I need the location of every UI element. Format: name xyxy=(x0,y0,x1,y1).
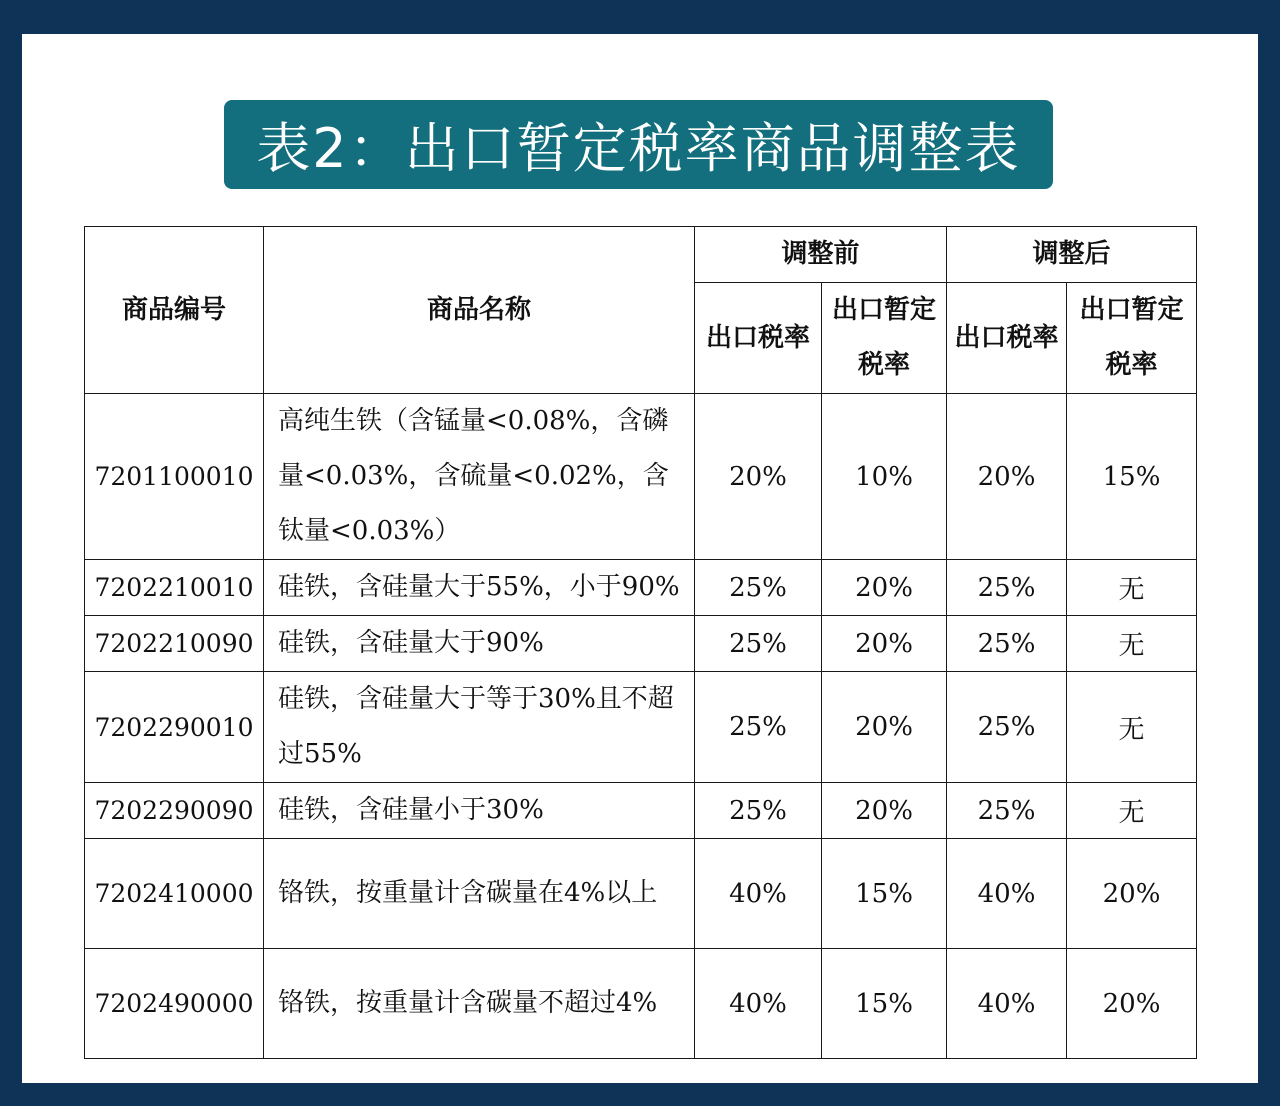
cell-before-rate: 40% xyxy=(695,949,822,1059)
cell-after-temp: 无 xyxy=(1067,672,1197,783)
cell-name: 硅铁，含硅量小于30% xyxy=(264,783,695,839)
table-row xyxy=(85,394,1197,560)
cell-after-rate: 20% xyxy=(947,394,1067,560)
cell-before-temp: 20% xyxy=(822,672,947,783)
table-row xyxy=(85,783,1197,839)
cell-name: 硅铁，含硅量大于55%，小于90% xyxy=(264,560,695,616)
title-banner xyxy=(224,100,1053,189)
rate-adjustment-table xyxy=(84,226,1197,1059)
cell-name: 硅铁，含硅量大于90% xyxy=(264,616,695,672)
cell-before-rate: 25% xyxy=(695,560,822,616)
cell-after-rate: 40% xyxy=(947,949,1067,1059)
header-code: 商品编号 xyxy=(85,227,264,394)
header-after-rate: 出口税率 xyxy=(947,283,1067,394)
cell-after-rate: 25% xyxy=(947,616,1067,672)
cell-name: 硅铁，含硅量大于等于30%且不超过55% xyxy=(264,672,695,783)
cell-before-rate: 25% xyxy=(695,783,822,839)
cell-name: 铬铁，按重量计含碳量不超过4% xyxy=(264,949,695,1059)
header-before-temp: 出口暂定税率 xyxy=(822,283,947,394)
cell-name: 铬铁，按重量计含碳量在4%以上 xyxy=(264,839,695,949)
cell-code: 7202290090 xyxy=(85,783,264,839)
header-before: 调整前 xyxy=(695,227,947,283)
table-row xyxy=(85,839,1197,949)
table-row xyxy=(85,560,1197,616)
header-after: 调整后 xyxy=(947,227,1197,283)
cell-before-temp: 20% xyxy=(822,783,947,839)
cell-name: 高纯生铁（含锰量<0.08%，含磷量<0.03%，含硫量<0.02%，含钛量<0.03%） xyxy=(264,394,695,560)
cell-code: 7202210010 xyxy=(85,560,264,616)
table-row xyxy=(85,949,1197,1059)
cell-after-rate: 25% xyxy=(947,783,1067,839)
cell-after-temp: 无 xyxy=(1067,616,1197,672)
cell-after-temp: 无 xyxy=(1067,560,1197,616)
cell-after-temp: 15% xyxy=(1067,394,1197,560)
cell-before-rate: 25% xyxy=(695,672,822,783)
cell-before-temp: 15% xyxy=(822,949,947,1059)
cell-after-rate: 25% xyxy=(947,672,1067,783)
cell-code: 7201100010 xyxy=(85,394,264,560)
cell-after-rate: 40% xyxy=(947,839,1067,949)
header-before-rate: 出口税率 xyxy=(695,283,822,394)
header-after-temp: 出口暂定税率 xyxy=(1067,283,1197,394)
cell-before-rate: 25% xyxy=(695,616,822,672)
cell-after-temp: 20% xyxy=(1067,839,1197,949)
table-row xyxy=(85,672,1197,783)
cell-code: 7202490000 xyxy=(85,949,264,1059)
cell-before-temp: 15% xyxy=(822,839,947,949)
cell-before-rate: 20% xyxy=(695,394,822,560)
cell-code: 7202290010 xyxy=(85,672,264,783)
page-title: 表2：出口暂定税率商品调整表 xyxy=(256,117,1021,180)
cell-after-temp: 20% xyxy=(1067,949,1197,1059)
header-name: 商品名称 xyxy=(264,227,695,394)
cell-before-temp: 20% xyxy=(822,616,947,672)
cell-code: 7202210090 xyxy=(85,616,264,672)
table-row xyxy=(85,616,1197,672)
cell-code: 7202410000 xyxy=(85,839,264,949)
cell-before-rate: 40% xyxy=(695,839,822,949)
cell-before-temp: 10% xyxy=(822,394,947,560)
cell-after-temp: 无 xyxy=(1067,783,1197,839)
cell-before-temp: 20% xyxy=(822,560,947,616)
cell-after-rate: 25% xyxy=(947,560,1067,616)
